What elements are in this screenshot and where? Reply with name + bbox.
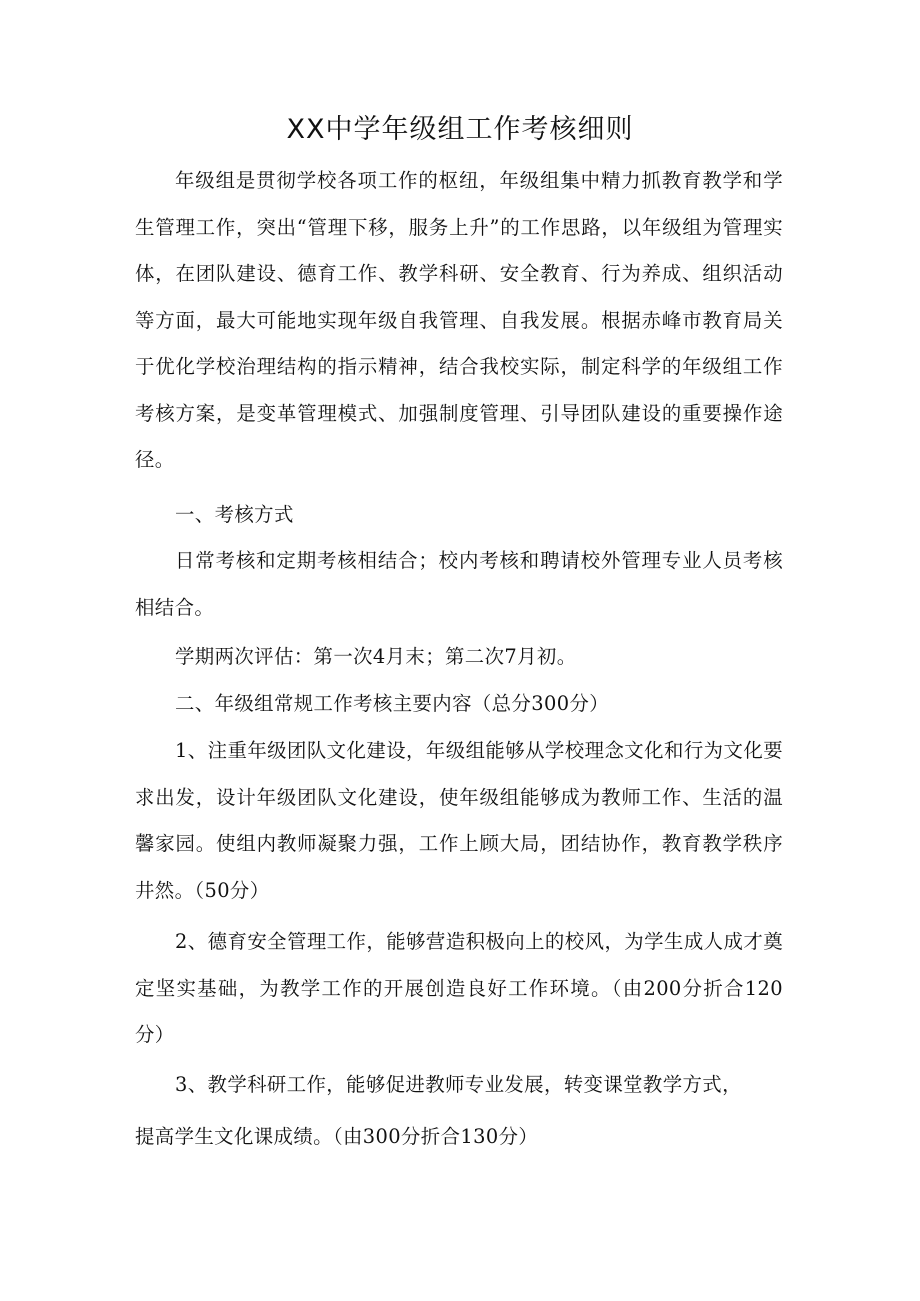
assessment-method-paragraph: 日常考核和定期考核相结合；校内考核和聘请校外管理专业人员考核相结合。: [135, 549, 783, 619]
section-heading-main-content: 二、年级组常规工作考核主要内容（总分300分）: [175, 692, 610, 715]
item-3-continuation: 提高学生文化课成绩。（由300分折合130分）: [135, 1125, 539, 1148]
item-2-paragraph: 2、德育安全管理工作，能够营造积极向上的校风，为学生成人成才奠定坚实基础，为教学工作的开展创造良好工作环境。（由200分折合120分）: [135, 930, 783, 1046]
document-title: XX中学年级组工作考核细则: [286, 114, 634, 145]
item-1-paragraph: 1、注重年级团队文化建设，年级组能够从学校理念文化和行为文化要求出发，设计年级团队文化建设，使年级组能够成为教师工作、生活的温馨家园。使组内教师凝聚力强，工作上顾大局，团结协作，教育教学秩序井然。（50分）: [135, 739, 783, 902]
evaluation-schedule-paragraph: 学期两次评估：第一次4月末；第二次7月初。: [175, 645, 577, 668]
section-heading-assessment-method: 一、考核方式: [175, 503, 294, 526]
item-3-paragraph: 3、教学科研工作，能够促进教师专业发展，转变课堂教学方式，: [175, 1073, 742, 1096]
intro-paragraph: 年级组是贯彻学校各项工作的枢纽，年级组集中精力抓教育教学和学生管理工作，突出“管理下移，服务上升”的工作思路，以年级组为管理实体，在团队建设、德育工作、教学科研、安全教育、行为养成、组织活动等方面，最大可能地实现年级自我管理、自我发展。根据赤峰市教育局关于优化学校治理结构的指示精神，结合我校实际，制定科学的年级组工作考核方案，是变革管理模式、加强制度管理、引导团队建设的重要操作途径。: [135, 169, 783, 471]
